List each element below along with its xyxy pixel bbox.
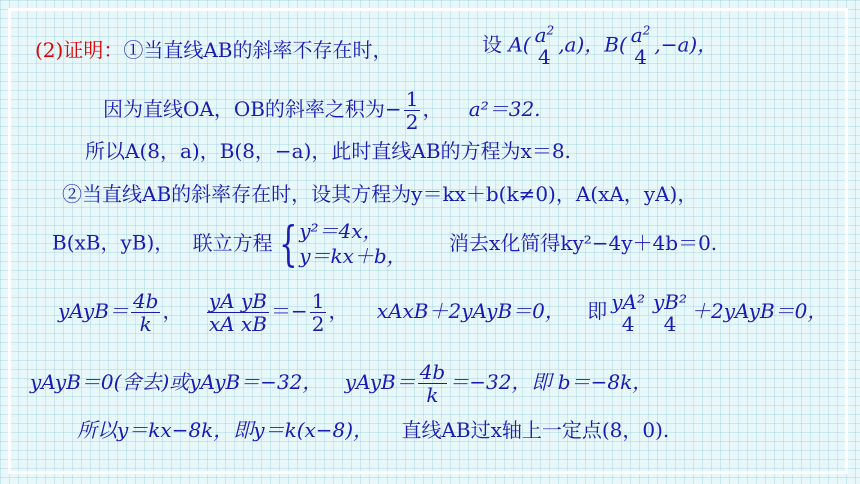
a-squared-equation: a²＝32. [468,97,541,121]
equation-system: y²＝4x， y＝kx＋b， [299,219,407,268]
perpendicular-condition: xAxB＋2yAyB＝0， [376,299,565,323]
point-b-close: ,−a)， [654,32,718,57]
fraction-yb2-over-4: yB² 4 [653,289,688,336]
vieta-product: yAyB＝ [58,299,129,323]
fraction-one-half-b: $\frac{1}{2}$ [311,289,325,336]
slope-product-text: 因为直线OA，OB的斜率之积为− [103,97,402,121]
line-6: yAyB＝ $\frac{4b}{k}$ ， $\frac{\text{yA yB}}{\text{xA xB}}$ ＝− $\frac{1}{2}$ ， xAxB＋2yAyB＝0， 即 yA² 4 yB² 4 ＋2yAyB＝0， [58,289,828,336]
line-equation-result: 所以y＝kx−8k，即y＝k(x−8)， [77,418,374,442]
fraction-ya2-over-4: yA² 4 [611,289,645,336]
line-5 [52,216,718,272]
point-a-open: A( [508,32,531,57]
system-label: 联立方程 [192,230,273,255]
point-b-open: B( [604,32,627,57]
fraction-4b-over-k-b: $\frac{4b}{k}$ [419,360,446,407]
line-3: 所以A(8，a)，B(8，−a)，此时直线AB的方程为x＝8. [85,139,571,163]
fraction-one-half: $\frac{1}{2}$ [405,87,419,134]
line-4: ②当直线AB的斜率存在时，设其方程为y＝kx＋b(k≠0)，A(xA，yA)， [62,182,698,206]
b-equals-minus-8k: ＝−32，即 b＝−8k， [449,370,653,394]
point-a-close: ,a)， [558,32,605,57]
fraction-a2-over-4-b: $a^2$ 4 [630,23,651,69]
line-1 [35,40,392,60]
proof-label: (2)证明： [35,38,124,62]
fixed-point-conclusion: 直线AB过x轴上一定点(8，0). [401,418,670,442]
fraction-ya-yb-over-xa-xb: $\frac{\text{yA yB}}{\text{xA xB}}$ [208,289,267,336]
line-7: yAyB＝0(舍去)或yAyB＝−32， yAyB＝ $\frac{4b}{k}$ ＝−32，即 b＝−8k， [30,360,653,407]
case-1-text: ①当直线AB的斜率不存在时， [123,38,393,62]
product-solutions: yAyB＝0(舍去)或yAyB＝−32， [30,370,323,394]
line-2: 因为直线OA，OB的斜率之积为− $\frac{1}{2}$ ， a²＝32. [103,87,541,134]
set-word: 设 [482,32,502,57]
fraction-4b-over-k: $\frac{4b}{k}$ [132,289,159,336]
fraction-a2-over-4: $a^2$ 4 [534,23,555,69]
point-b-coords: B(xB，yB)， [52,230,175,255]
line-8 [77,420,669,440]
simplified-equation: 消去x化简得ky²−4y＋4b＝0. [449,230,718,255]
line-1-points [482,24,717,68]
system-brace: { [278,216,298,272]
